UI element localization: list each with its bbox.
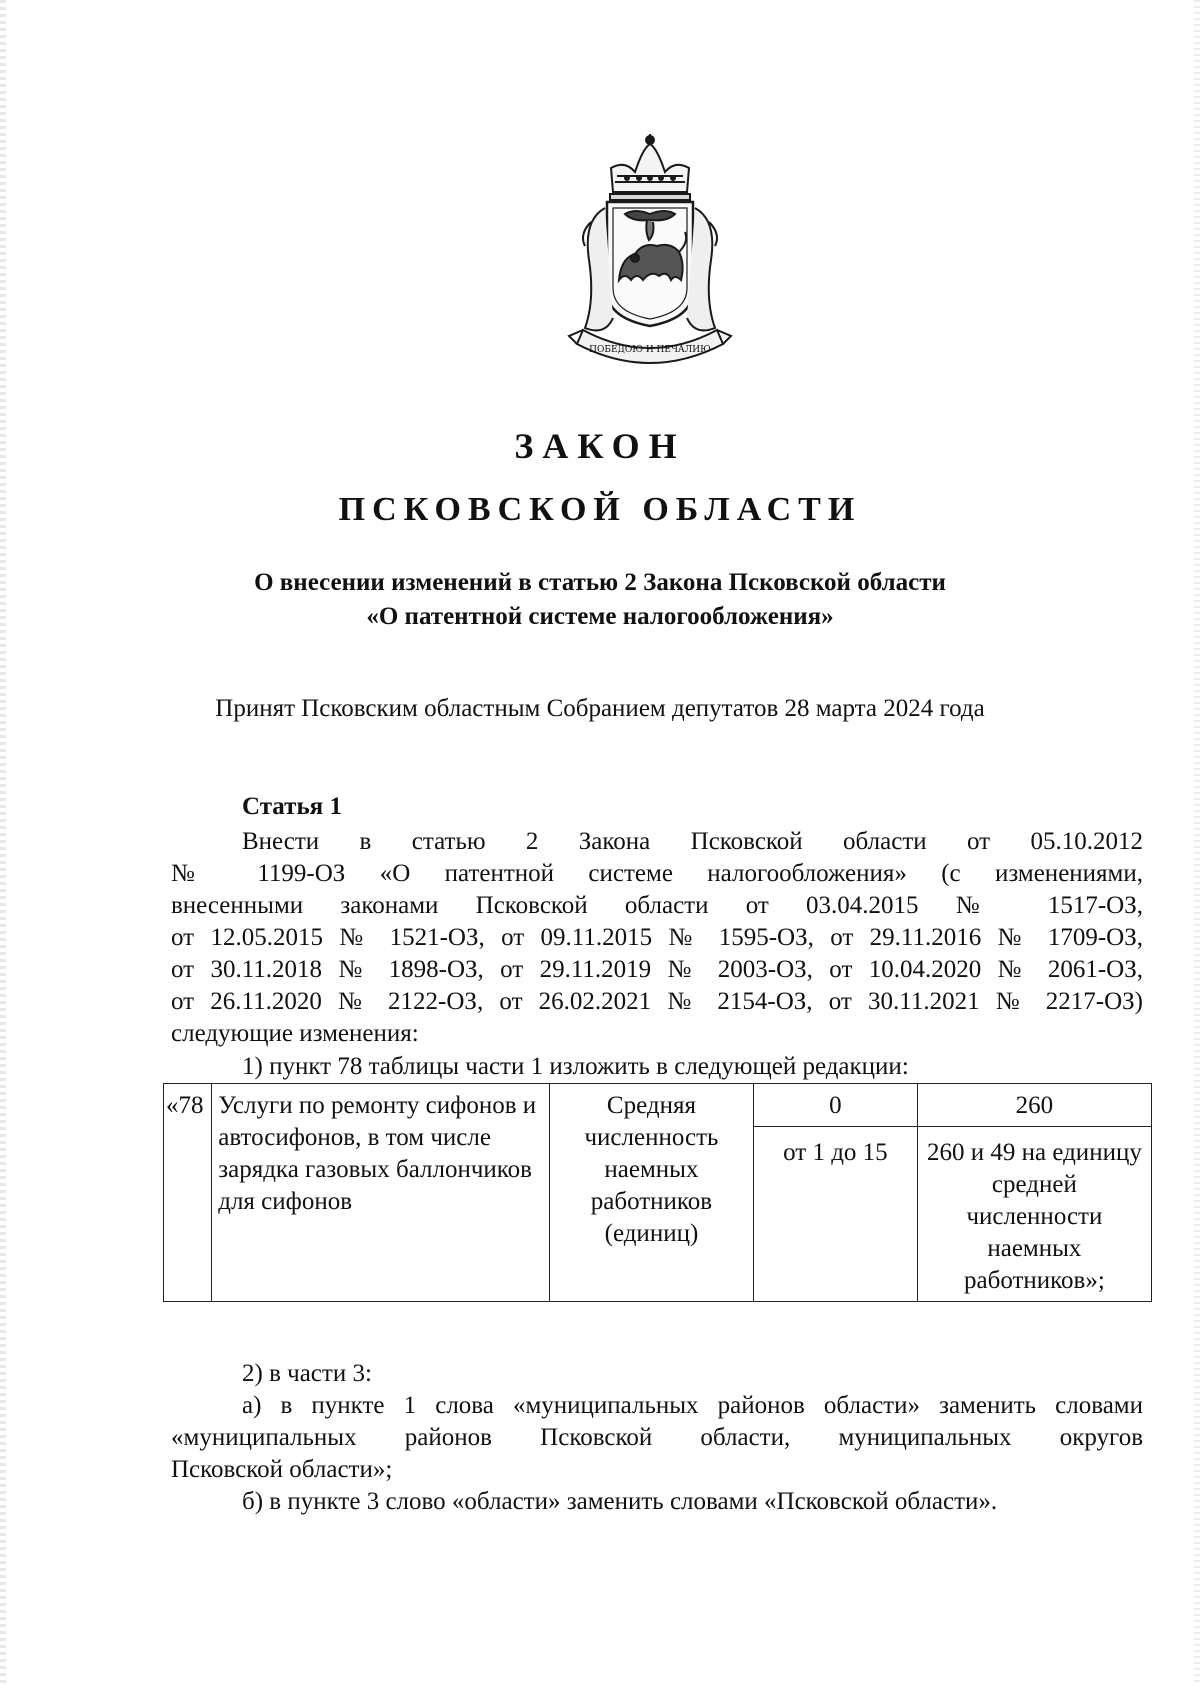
article-line: Внести в статью 2 Закона Псковской области от 05.10.2012 <box>242 828 1143 855</box>
article-line: следующие изменения: <box>171 1020 419 1047</box>
emblem-motto: ПОБЕДОЮ И ПЕЧАЛИЮ <box>589 345 711 355</box>
item-2b: б) в пункте 3 слово «области» заменить словами «Псковской области». <box>242 1488 998 1515</box>
acceptance-line: Принят Псковским областным Собранием депутатов 28 марта 2024 года <box>215 695 985 722</box>
coat-of-arms-icon <box>555 130 745 370</box>
item-2a-line: Псковской области»; <box>171 1456 393 1483</box>
value-cell: от 1 до 15 <box>753 1127 917 1302</box>
item-2a-line: «муниципальных районов Псковской области, муниципальных округов <box>171 1424 1143 1451</box>
article-title: Статья 1 <box>242 793 342 820</box>
scan-edge-left <box>0 0 6 1686</box>
value-cell: 0 <box>753 1084 917 1127</box>
tax-table <box>163 1083 1152 1302</box>
law-heading-line1: О внесении изменений в статью 2 Закона Псковской области <box>254 569 946 596</box>
service-cell: Услуги по ремонту сифонов и автосифонов, в том числе зарядка газовых баллончиков для сифонов <box>212 1084 550 1302</box>
article-line: № 1199-ОЗ «О патентной системе налогообложения» (с изменениями, <box>171 860 1143 887</box>
document-subtitle: ПСКОВСКОЙ ОБЛАСТИ <box>338 491 862 528</box>
article-line: от 12.05.2015 № 1521-ОЗ, от 09.11.2015 № 1595-ОЗ, от 29.11.2016 № 1709-ОЗ, <box>171 924 1143 951</box>
document-title: ЗАКОН <box>514 426 686 466</box>
table-row <box>164 1084 1152 1127</box>
article-line: от 30.11.2018 № 1898-ОЗ, от 29.11.2019 № 2003-ОЗ, от 10.04.2020 № 2061-ОЗ, <box>171 956 1143 983</box>
law-heading-line2: «О патентной системе налогообложения» <box>366 603 834 630</box>
article-line: от 26.11.2020 № 2122-ОЗ, от 26.02.2021 № 2154-ОЗ, от 30.11.2021 № 2217-ОЗ) <box>171 988 1143 1015</box>
item-1: 1) пункт 78 таблицы части 1 изложить в следующей редакции: <box>242 1053 909 1080</box>
scan-edge-right <box>1194 0 1200 1686</box>
item-2a-line: а) в пункте 1 слова «муниципальных районов области» заменить словами <box>242 1392 1143 1419</box>
item-2: 2) в части 3: <box>242 1360 372 1387</box>
indicator-cell: Средняя численность наемных работников (единиц) <box>549 1084 753 1302</box>
sum-cell: 260 <box>917 1084 1151 1127</box>
article-line: внесенными законами Псковской области от 03.04.2015 № 1517-ОЗ, <box>171 892 1143 919</box>
row-number: «78 <box>164 1084 212 1302</box>
sum-cell: 260 и 49 на единицу средней численности наемных работников»; <box>917 1127 1151 1302</box>
